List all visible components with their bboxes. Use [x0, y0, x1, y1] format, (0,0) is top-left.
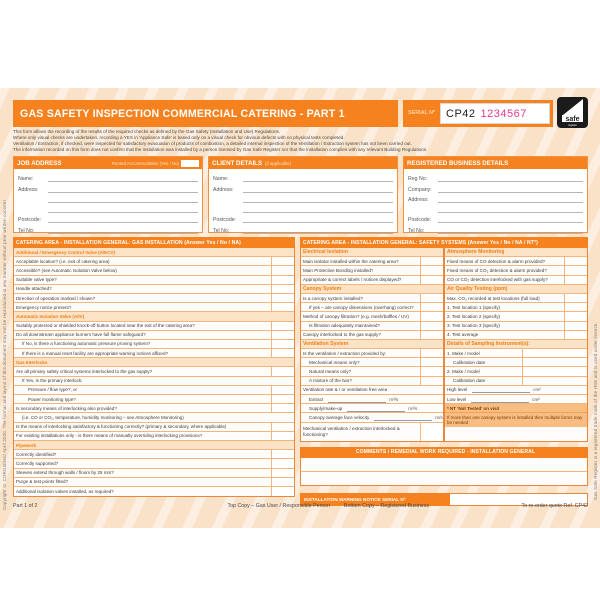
note-line: The information recorded on this form does not confirm that the installation was installed by a person licensed by Gas Safe Register nor that the installation complies with any relevant Building Regulations. — [13, 147, 428, 152]
row-label: Are all primary safety critical systems interlocked to the gas supply? — [16, 369, 153, 375]
serial-number: 1234567 — [480, 107, 527, 120]
section-subheader — [445, 285, 587, 294]
question-row — [301, 423, 443, 441]
row-label: Correctly identified? — [16, 451, 57, 457]
answer-box[interactable] — [564, 331, 587, 339]
field-write-line[interactable] — [243, 204, 393, 213]
form-field-line — [408, 182, 583, 192]
section-subheader — [445, 248, 587, 257]
section-subheader — [14, 441, 294, 450]
question-row — [14, 285, 294, 294]
question-row — [445, 331, 587, 340]
row-label: 1. Test location 1 (specify) — [447, 304, 501, 310]
answer-box[interactable] — [420, 423, 443, 441]
client-details-title: CLIENT DETAILS — [212, 159, 263, 167]
question-row — [301, 395, 443, 404]
answer-box[interactable] — [271, 469, 294, 477]
question-row — [301, 349, 443, 358]
answer-box[interactable] — [522, 377, 587, 385]
safety-systems-right-rows — [445, 248, 587, 441]
safety-systems-subcolumns — [300, 248, 588, 442]
answer-box[interactable] — [564, 257, 587, 265]
registered-business-header — [404, 157, 587, 169]
note-line: Ventilation / Extraction, if checked, were inspected for satisfactory evacuation of products of combustion, a detailed internal inspection of the Ventilation / Extraction system has not been carried out. — [13, 141, 412, 146]
row-label: Is a canopy system installed? — [303, 295, 364, 301]
answer-box[interactable] — [420, 331, 443, 339]
row-label: CO or CO₂ detection interlocked with gas supply? — [447, 277, 548, 283]
row-label: If there is a manual reset facility are appropriate warning notices affixed? — [22, 350, 168, 356]
section-subheader — [14, 248, 294, 257]
row-label: Details of Sampling Instrument(s): — [447, 340, 530, 347]
row-label: Pipework — [16, 442, 37, 448]
row-label: Calibration date — [453, 378, 486, 384]
question-row — [14, 276, 294, 285]
row-label: 4. Test average — [447, 332, 479, 338]
section-subheader — [301, 285, 443, 294]
answer-box[interactable] — [271, 276, 294, 284]
row-label: Is the ventilation / extraction provided by: — [303, 350, 387, 356]
field-write-line[interactable] — [243, 173, 393, 182]
question-row — [445, 257, 587, 266]
comment-line-input[interactable] — [301, 472, 587, 485]
question-row — [301, 386, 443, 395]
question-row — [445, 386, 587, 395]
row-label: Calibration date — [453, 359, 486, 365]
question-row — [14, 478, 294, 487]
gas-installation-rows — [13, 248, 295, 497]
field-write-line[interactable] — [438, 184, 583, 193]
section-subheader — [301, 340, 443, 349]
answer-box[interactable] — [271, 294, 294, 302]
answer-box[interactable] — [420, 294, 443, 302]
row-label: 2. Test location 2 (specify) — [447, 313, 501, 319]
question-row — [14, 413, 294, 422]
answer-box[interactable] — [271, 266, 294, 274]
answer-box[interactable] — [420, 276, 443, 284]
row-label: Power monitoring type? — [28, 396, 76, 402]
unit-label: cm² — [532, 396, 540, 402]
row-label: Natural means only? — [309, 369, 352, 375]
form-field-line — [408, 203, 583, 213]
question-row — [301, 358, 443, 367]
answer-box[interactable] — [271, 487, 294, 496]
answer-box[interactable] — [271, 331, 294, 339]
answer-box[interactable] — [271, 303, 294, 311]
comment-line-input[interactable] — [301, 458, 587, 472]
question-row — [301, 303, 443, 312]
form-field-line — [18, 203, 198, 213]
job-address-title: JOB ADDRESS — [17, 159, 62, 167]
answer-box[interactable] — [271, 478, 294, 486]
question-row — [14, 377, 294, 386]
page-title-text: GAS SAFETY INSPECTION COMMERCIAL CATERING - PART 1 — [20, 107, 345, 120]
row-label: Mechanical means only? — [309, 359, 360, 365]
note-row — [445, 413, 587, 427]
question-row — [301, 322, 443, 331]
row-label: Extract — [309, 396, 324, 402]
form-field-line — [213, 182, 393, 192]
client-details-suffix: (if applicable) — [265, 160, 292, 166]
answer-box[interactable] — [522, 349, 587, 357]
field-write-line[interactable] — [243, 184, 393, 193]
rented-accommodation-input[interactable] — [181, 160, 199, 167]
row-label: Low level — [447, 396, 467, 402]
write-in-line[interactable] — [471, 396, 529, 403]
question-row — [14, 404, 294, 413]
form-field-line — [213, 203, 393, 213]
row-label: Ventilation rate & / or ventilation free area — [303, 387, 388, 393]
unit-label: m/s — [435, 414, 443, 420]
question-row — [445, 367, 587, 376]
row-label: Fixed means of CO detection & alarm provided? — [447, 258, 546, 264]
row-label: Canopy average face velocity — [309, 414, 370, 420]
row-label: Additional / Emergency Control Valve (A/ECV) — [16, 249, 116, 255]
field-label: Company: — [408, 186, 432, 193]
field-label: Tel No: — [18, 227, 35, 234]
row-label: Is secondary means of interlocking also provided? — [16, 405, 117, 411]
field-write-line[interactable] — [48, 225, 198, 234]
write-in-line[interactable] — [374, 414, 432, 421]
safety-systems-column — [300, 237, 588, 506]
question-row — [445, 349, 587, 358]
safety-systems-left-rows — [301, 248, 443, 441]
field-write-line[interactable] — [438, 225, 583, 234]
row-label: If Yes, is the primary interlock: — [22, 378, 83, 384]
write-in-line[interactable] — [328, 396, 386, 403]
answer-box[interactable] — [420, 377, 443, 385]
footer-bottom-copy: Bottom Copy – Registered Business — [343, 503, 430, 509]
unit-label: m³/s — [389, 396, 399, 402]
answer-box[interactable] — [271, 459, 294, 467]
answer-box[interactable] — [271, 432, 294, 440]
row-label: Do all downstream appliance burners have full flame safeguard? — [16, 332, 146, 338]
answer-box[interactable] — [271, 395, 294, 403]
answer-box[interactable] — [271, 367, 294, 375]
section-subheader — [445, 340, 587, 349]
row-label: Ventilation System — [303, 340, 349, 347]
question-row — [301, 331, 443, 340]
question-row — [445, 266, 587, 275]
question-row — [445, 312, 587, 321]
question-row — [445, 395, 587, 404]
question-row — [14, 423, 294, 432]
question-row — [301, 367, 443, 376]
form-field-line — [18, 223, 198, 233]
answer-box[interactable] — [564, 266, 587, 274]
row-label: * NT 'Not Tested' on visit — [447, 405, 500, 411]
row-label: Main Protective Bonding installed? — [303, 267, 374, 273]
field-label: Postcode: — [408, 217, 432, 224]
form-field-line — [408, 223, 583, 233]
write-in-line[interactable] — [472, 386, 530, 393]
row-label: (i.e. CO or CO₂, temperature, humidity monitoring – see Atmosphere Monitoring) — [22, 414, 184, 420]
question-row — [14, 331, 294, 340]
row-label: Supply/make-up — [309, 405, 343, 411]
answer-box[interactable] — [271, 450, 294, 458]
page-title — [13, 100, 398, 127]
safety-systems-header: CATERING AREA - INSTALLATION GENERAL: SAFETY SYSTEMS (Answer Yes / No / NA / NT*) — [300, 237, 588, 248]
row-label: Pressure / flow type?; or — [28, 387, 78, 393]
answer-box[interactable] — [271, 285, 294, 293]
answer-box[interactable] — [420, 303, 443, 311]
answer-box[interactable] — [522, 367, 587, 375]
row-label: Atmosphere Monitoring — [447, 249, 505, 256]
question-row — [14, 322, 294, 331]
field-label: Postcode: — [213, 217, 237, 224]
row-label: Is filtration adequately maintained? — [309, 323, 380, 329]
form-field-line — [18, 193, 198, 203]
field-label: Tel No: — [408, 227, 425, 234]
registered-business-title: REGISTERED BUSINESS DETAILS — [407, 159, 509, 167]
form-field-line — [408, 172, 583, 182]
job-address-box — [13, 156, 203, 233]
field-write-line[interactable] — [243, 214, 393, 223]
client-details-fields — [209, 169, 397, 234]
answer-box[interactable] — [271, 322, 294, 330]
answer-box[interactable] — [564, 303, 587, 311]
field-label: Address: — [408, 196, 429, 203]
answer-box[interactable] — [420, 322, 443, 330]
row-label: Is the means of interlocking satisfactory & functioning correctly? (primary & secondary, where applicable) — [16, 424, 227, 430]
row-label: Method of canopy filtration? (e.g. mesh/baffles / UV) — [303, 313, 409, 319]
question-row — [445, 377, 587, 386]
row-label: Main isolator installed within the catering area? — [303, 258, 399, 264]
form-field-line — [408, 213, 583, 223]
question-row — [301, 312, 443, 321]
question-row — [301, 404, 443, 413]
answer-box[interactable] — [420, 358, 443, 366]
row-label: Suitable valve type? — [16, 277, 57, 283]
question-row — [445, 303, 587, 312]
row-label: A mixture of the two? — [309, 378, 352, 384]
fine-print-notes — [13, 129, 553, 153]
question-row — [14, 294, 294, 303]
serial-section — [403, 100, 553, 127]
question-row — [445, 294, 587, 303]
client-details-header — [209, 157, 397, 169]
write-in-line[interactable] — [347, 405, 405, 412]
answer-box[interactable] — [564, 322, 587, 330]
question-row — [14, 432, 294, 441]
answer-box[interactable] — [271, 404, 294, 412]
field-label: Name: — [213, 176, 229, 183]
question-row — [14, 459, 294, 468]
field-label: Address: — [213, 186, 234, 193]
footer-top-copy: Top Copy – Gas User / Responsible Person — [227, 503, 330, 509]
answer-box[interactable] — [271, 349, 294, 357]
row-label: If yes – are canopy dimensions (overhang) correct? — [309, 304, 414, 310]
question-row — [301, 413, 443, 422]
field-write-line[interactable] — [438, 194, 583, 203]
comments-section — [300, 447, 588, 506]
unit-label: cm² — [533, 387, 541, 393]
registered-business-fields — [404, 169, 587, 234]
question-row — [14, 450, 294, 459]
row-label: Gas Interlocks — [16, 359, 48, 365]
client-details-box — [208, 156, 398, 233]
answer-box[interactable] — [420, 349, 443, 357]
question-row — [301, 257, 443, 266]
registered-business-box — [403, 156, 588, 233]
gas-installation-column — [13, 237, 295, 497]
unit-label: m³/s — [408, 405, 418, 411]
question-row — [301, 377, 443, 386]
row-label: Air Quality Testing (ppm) — [447, 285, 508, 292]
question-row — [301, 276, 443, 285]
row-label: If more than one canopy system is installed then multiple forms may be needed — [447, 415, 583, 426]
row-label: Handle attached? — [16, 286, 52, 292]
row-label: Electrical Isolation — [303, 249, 349, 256]
question-row — [14, 257, 294, 266]
field-write-line[interactable] — [48, 184, 198, 193]
form-field-line — [18, 172, 198, 182]
comments-header: COMMENTS / REMEDIAL WORK REQUIRED - INSTALLATION GENERAL — [300, 447, 588, 458]
serial-label: SERIAL Nº — [408, 109, 436, 116]
question-row — [445, 322, 587, 331]
rented-accommodation-label: Rented Accommodation (Yes / No) — [112, 160, 199, 167]
footer-reorder: To re-order quote Ref. CP42 — [521, 503, 588, 509]
answer-box[interactable] — [522, 358, 587, 366]
field-write-line[interactable] — [438, 173, 583, 182]
row-label: For existing installations only - is there means of manually overriding interlocking provisions? — [16, 433, 203, 439]
field-write-line[interactable] — [438, 204, 583, 213]
answer-box[interactable] — [420, 266, 443, 274]
section-subheader — [14, 312, 294, 321]
form-field-line — [213, 193, 393, 203]
question-row — [14, 266, 294, 275]
answer-box[interactable] — [564, 294, 587, 302]
form-field-line — [18, 182, 198, 192]
question-row — [14, 395, 294, 404]
row-label: Fixed means of CO₂ detection & alarm provided? — [447, 267, 547, 273]
field-label: Postcode: — [18, 217, 42, 224]
copyright-vertical-text: Copyright © CORGIdirect April 2020. The format and layout of this document may not be reproduced in any manner without prior written consent — [2, 200, 7, 510]
gas-safe-logo-icon — [557, 97, 588, 128]
question-row — [14, 386, 294, 395]
question-row — [301, 294, 443, 303]
form-field-line — [213, 223, 393, 233]
svg-text:safe: safe — [565, 116, 580, 123]
trademark-vertical-text: Gas Safe Register is a registered trade mark of the HSE and is used under licence. — [593, 322, 598, 500]
question-row — [14, 340, 294, 349]
row-label: Automatic Isolation Valve (A/IV) — [16, 313, 85, 319]
question-row — [14, 487, 294, 496]
field-write-line[interactable] — [243, 225, 393, 234]
question-row — [14, 349, 294, 358]
row-label: Direction of operation marked / shown? — [16, 295, 96, 301]
job-address-header — [14, 157, 202, 169]
footer — [13, 503, 588, 509]
comment-lines — [300, 458, 588, 486]
field-write-line[interactable] — [48, 173, 198, 182]
serial-prefix: CP42 — [446, 107, 476, 120]
row-label: Suitably protected or shielded knock-off button located near the exit of the catering area? — [16, 323, 195, 329]
question-row — [445, 276, 587, 285]
row-label: 1. Make / model — [447, 350, 480, 356]
row-label: Correctly supported? — [16, 460, 59, 466]
row-label: Canopy interlocked to the gas supply? — [303, 332, 381, 338]
form-field-line — [213, 213, 393, 223]
note-row — [445, 404, 587, 413]
row-label: Purge & test points fitted? — [16, 479, 69, 485]
field-write-line[interactable] — [48, 214, 198, 223]
field-label: Tel No: — [213, 227, 230, 234]
form-field-line — [18, 213, 198, 223]
row-label: High level — [447, 387, 468, 393]
note-line: Where only visual checks are undertaken, recording a YES in 'Appliance Safe' is based only on a visual check for obvious defects with no physical tests completed. — [13, 135, 345, 140]
answer-box[interactable] — [271, 340, 294, 348]
form-field-line — [213, 172, 393, 182]
answer-box[interactable] — [420, 257, 443, 265]
question-row — [14, 303, 294, 312]
answer-box[interactable] — [271, 423, 294, 431]
row-label: Canopy System — [303, 285, 342, 292]
row-label: Sleeves extend through walls / floors by 25 mm? — [16, 470, 114, 476]
field-label: Name: — [18, 176, 34, 183]
gas-installation-header: CATERING AREA - INSTALLATION GENERAL: GAS INSTALLATION (Answer Yes / No / NA) — [13, 237, 295, 248]
job-address-fields — [14, 169, 202, 234]
serial-value-box — [440, 103, 550, 124]
section-subheader — [301, 248, 443, 257]
question-row — [14, 469, 294, 478]
question-row — [445, 358, 587, 367]
row-label: Mechanical ventilation / extraction interlocked & functioning? — [303, 426, 400, 437]
answer-box[interactable] — [271, 386, 294, 394]
row-label: 2. Make / model — [447, 369, 480, 375]
note-line: This form allows the recording of the results of the required checks as defined by the Gas Safety (Installation and Use) Regulations. — [13, 129, 281, 134]
row-label: Additional isolation valves installed, as required? — [16, 488, 114, 494]
section-subheader — [14, 358, 294, 367]
row-label: Appropriate & correct labels / notices displayed? — [303, 277, 402, 283]
field-write-line[interactable] — [243, 194, 393, 203]
answer-box[interactable] — [420, 367, 443, 375]
svg-text:register: register — [568, 124, 577, 127]
field-write-line[interactable] — [438, 214, 583, 223]
answer-box[interactable] — [420, 312, 443, 320]
field-write-line[interactable] — [48, 204, 198, 213]
field-label: Address: — [18, 186, 39, 193]
warning-notice-label: INSTALLATION WARNING NOTICE SERIAL Nº — [300, 493, 450, 506]
answer-box[interactable] — [564, 276, 587, 284]
row-label: Accessible? (see Automatic Isolation Valve below) — [16, 267, 117, 273]
row-label: Acceptable location? (i.e. exit of catering area) — [16, 258, 110, 264]
row-label: 3. Test location 3 (specify) — [447, 323, 501, 329]
answer-box[interactable] — [271, 257, 294, 265]
answer-box[interactable] — [564, 312, 587, 320]
question-row — [14, 367, 294, 376]
row-label: If No, is there a functioning automatic pressure proving system? — [22, 341, 151, 347]
row-label: Emergency notice present? — [16, 304, 72, 310]
question-row — [301, 266, 443, 275]
field-write-line[interactable] — [48, 194, 198, 203]
form-field-line — [408, 193, 583, 203]
field-label: Reg No: — [408, 176, 428, 183]
row-label: Max. CO₂ recorded at test locations (full load) — [447, 295, 540, 301]
footer-page-number: Part 1 of 2 — [13, 503, 38, 509]
